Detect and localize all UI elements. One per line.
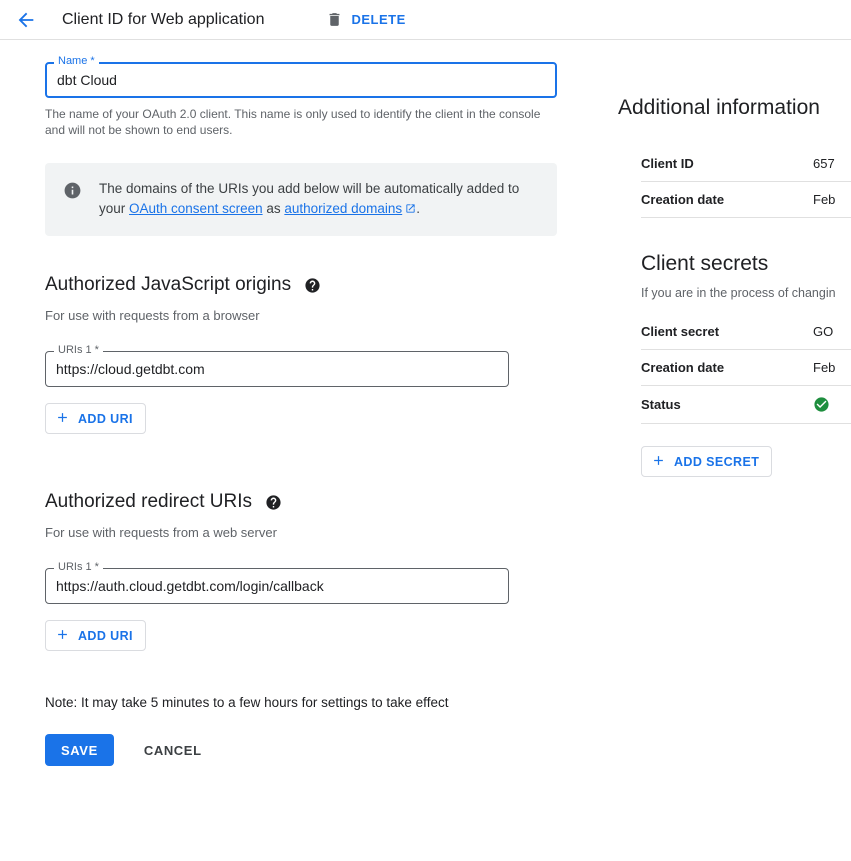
- help-icon[interactable]: [304, 277, 321, 294]
- check-circle-icon: [813, 396, 851, 413]
- client-secrets-table: [641, 314, 851, 424]
- js-origins-subtitle: For use with requests from a browser: [45, 308, 260, 323]
- help-icon[interactable]: [265, 494, 282, 511]
- row-value: Feb: [813, 360, 836, 375]
- info-icon: [63, 181, 82, 205]
- main-form: [0, 40, 600, 766]
- arrow-left-icon: [15, 9, 37, 31]
- js-origin-uri-wrapper[interactable]: [45, 344, 509, 387]
- plus-icon: [651, 453, 666, 471]
- app-header: [0, 0, 851, 40]
- row-key: Status: [641, 397, 681, 412]
- form-actions: [45, 734, 600, 766]
- client-secrets-title: Client secrets: [641, 252, 769, 275]
- js-origin-uri-input[interactable]: [56, 361, 498, 377]
- redirect-uris-header: [45, 491, 600, 513]
- redirect-uri-input[interactable]: [56, 578, 498, 594]
- client-secrets-note: If you are in the process of changin: [641, 286, 836, 300]
- add-js-origin-uri-label: ADD URI: [78, 411, 133, 426]
- add-redirect-uri-label: ADD URI: [78, 628, 133, 643]
- table-row: [641, 314, 851, 350]
- name-input[interactable]: [57, 72, 545, 88]
- save-button[interactable]: SAVE: [45, 734, 114, 766]
- info-text-middle: as: [262, 201, 285, 216]
- delete-button[interactable]: [326, 11, 405, 28]
- add-secret-button[interactable]: [641, 446, 772, 477]
- js-origins-header: [45, 274, 600, 296]
- table-row: [641, 182, 851, 218]
- back-button[interactable]: [12, 6, 40, 34]
- info-text-after: .: [416, 201, 420, 216]
- row-key: Client ID: [641, 156, 694, 171]
- trash-icon: [326, 11, 343, 28]
- oauth-consent-screen-link[interactable]: OAuth consent screen: [129, 201, 263, 216]
- additional-information-panel: [600, 40, 851, 477]
- table-row: [641, 350, 851, 386]
- row-value: 657: [813, 156, 835, 171]
- row-key: Creation date: [641, 192, 725, 207]
- plus-icon: [55, 627, 70, 645]
- redirect-uri-label: URIs 1 *: [54, 561, 103, 573]
- info-banner: [45, 163, 557, 236]
- additional-information-table: [641, 146, 851, 218]
- authorized-domains-link[interactable]: authorized domains: [284, 201, 403, 216]
- external-link-icon: [405, 200, 416, 220]
- page-title: Client ID for Web application: [62, 10, 265, 28]
- delete-label: DELETE: [351, 12, 406, 27]
- page-body: [0, 40, 851, 861]
- row-value: [813, 386, 851, 424]
- row-key: Client secret: [641, 324, 720, 339]
- row-key: Creation date: [641, 360, 725, 375]
- redirect-uris-subtitle: For use with requests from a web server: [45, 525, 277, 540]
- info-banner-text: [99, 179, 541, 220]
- row-value: GO: [813, 324, 834, 339]
- additional-information-title: Additional information: [618, 96, 820, 119]
- redirect-uris-title: Authorized redirect URIs: [45, 491, 252, 512]
- info-text-before: The domains of the URIs you add below will be automatically added to your: [99, 181, 520, 216]
- add-js-origin-uri-button[interactable]: [45, 403, 146, 434]
- add-redirect-uri-button[interactable]: [45, 620, 146, 651]
- cancel-button[interactable]: CANCEL: [136, 743, 210, 758]
- js-origins-title: Authorized JavaScript origins: [45, 274, 292, 295]
- settings-note: Note: It may take 5 minutes to a few hours for settings to take effect: [45, 695, 449, 710]
- js-origin-uri-label: URIs 1 *: [54, 344, 103, 356]
- redirect-uri-wrapper[interactable]: [45, 561, 509, 604]
- name-field-label: Name *: [54, 55, 99, 67]
- plus-icon: [55, 410, 70, 428]
- table-row: [641, 386, 851, 424]
- name-helper-text: The name of your OAuth 2.0 client. This name is only used to identify the client in the console and will not be shown to end users.: [45, 107, 541, 137]
- table-row: [641, 146, 851, 182]
- row-value: Feb: [813, 192, 836, 207]
- add-secret-label: ADD SECRET: [674, 454, 760, 469]
- name-field-wrapper[interactable]: [45, 55, 557, 98]
